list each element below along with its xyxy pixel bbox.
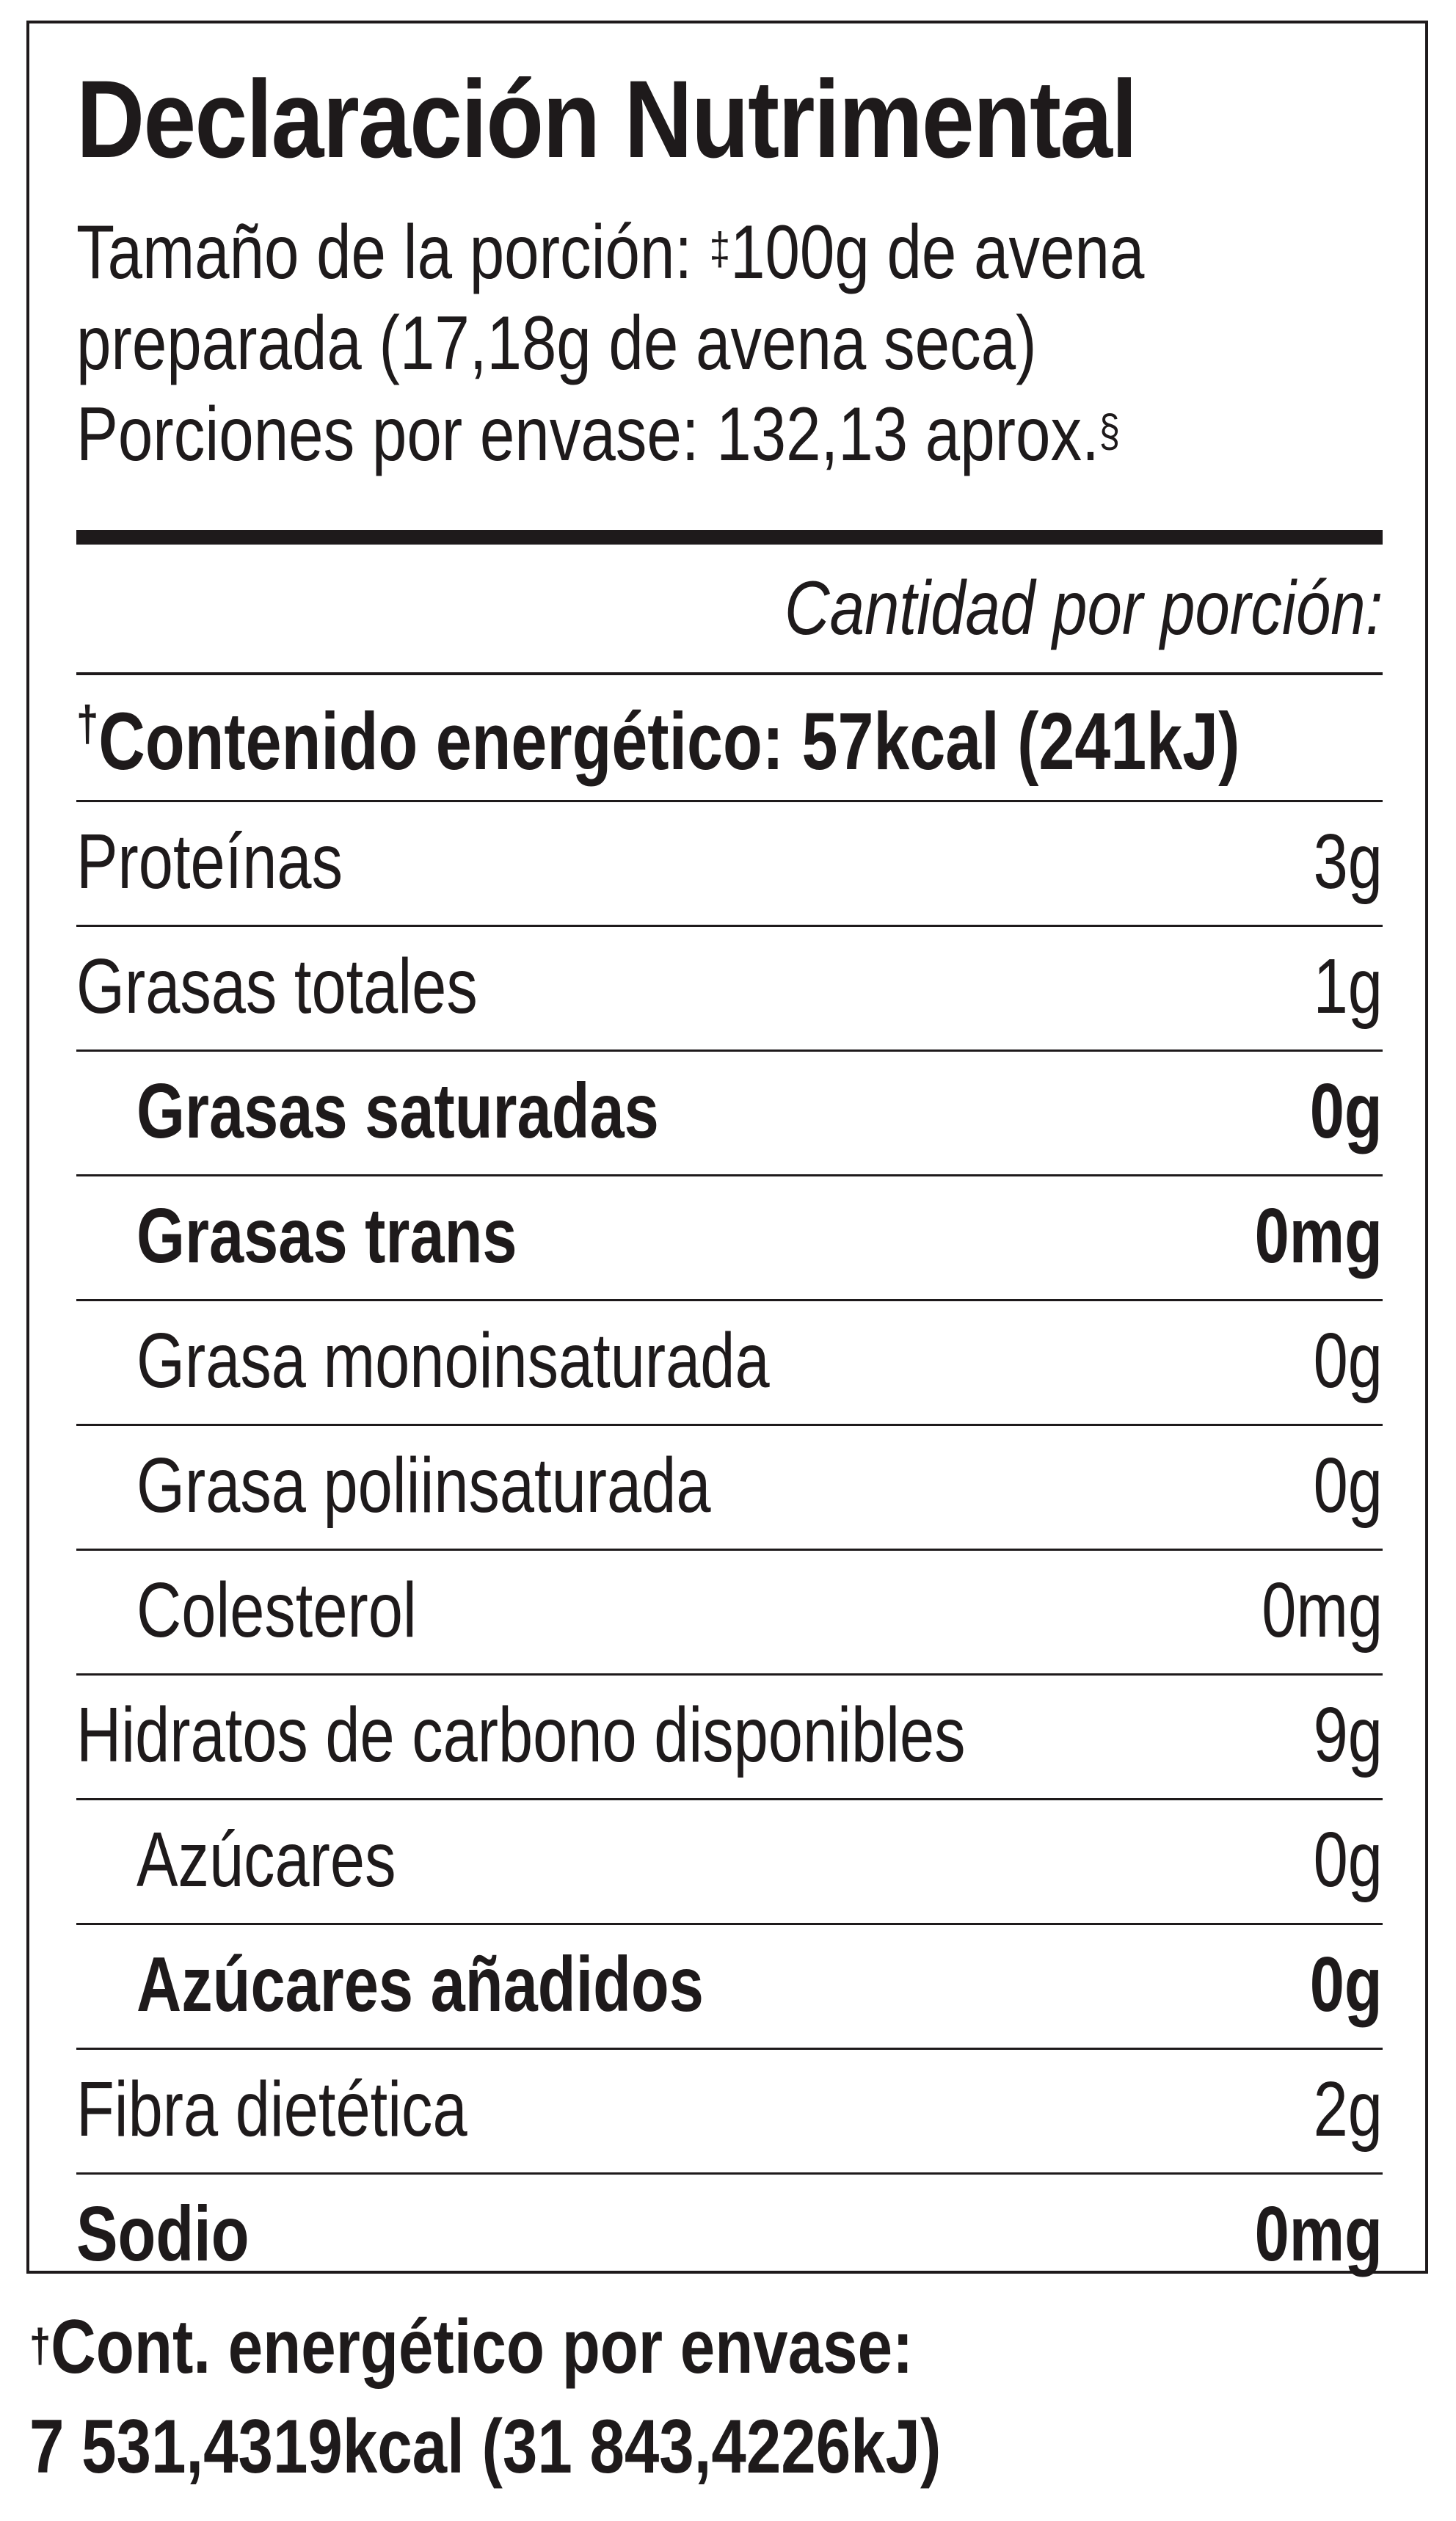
servings-per-container bbox=[76, 389, 1340, 480]
nutrition-label bbox=[26, 21, 1428, 2277]
nutrient-name: Hidratos de carbono disponibles bbox=[76, 1692, 966, 1778]
servings-per-container-text: Porciones por envase: 132,13 aprox. bbox=[76, 392, 1099, 477]
nutrient-row-grasas-totales bbox=[76, 925, 1383, 1049]
nutrient-amount: 0mg bbox=[1254, 2191, 1383, 2277]
label-title: Declaración Nutrimental bbox=[76, 57, 1137, 181]
nutrient-amount: 1g bbox=[1313, 943, 1383, 1030]
nutrient-name: Grasa poliinsaturada bbox=[136, 1442, 711, 1529]
nutrient-amount: 0mg bbox=[1254, 1193, 1383, 1279]
serving-size-line1 bbox=[76, 207, 1340, 298]
double-dagger-mark: ‡ bbox=[709, 224, 731, 274]
thick-divider bbox=[76, 530, 1383, 545]
nutrient-amount: 0mg bbox=[1262, 1567, 1383, 1654]
nutrient-name: Azúcares añadidos bbox=[136, 1941, 704, 2028]
nutrient-amount: 0g bbox=[1313, 1816, 1383, 1903]
footer-line1-text: Cont. energético por envase: bbox=[51, 2304, 914, 2390]
serving-size-line2: preparada (17,18g de avena seca) bbox=[76, 301, 1037, 386]
nutrient-name: Proteínas bbox=[76, 818, 343, 905]
nutrient-row-proteinas bbox=[76, 800, 1383, 925]
serving-size-prefix: Tamaño de la porción: bbox=[76, 210, 710, 295]
nutrient-row-sodio bbox=[76, 2172, 1383, 2297]
nutrient-amount: 0g bbox=[1313, 1317, 1383, 1404]
nutrient-amount: 0g bbox=[1310, 1941, 1383, 2028]
dagger-mark: † bbox=[29, 2319, 51, 2372]
nutrient-row-fibra bbox=[76, 2048, 1383, 2172]
nutrient-row-grasa-monoinsaturada bbox=[76, 1299, 1383, 1424]
dagger-mark: † bbox=[76, 696, 99, 752]
nutrient-row-grasa-poliinsaturada bbox=[76, 1424, 1383, 1549]
energy-content-row bbox=[76, 672, 1383, 800]
nutrient-amount: 0g bbox=[1310, 1068, 1383, 1154]
nutrient-amount: 3g bbox=[1313, 818, 1383, 905]
nutrient-row-colesterol bbox=[76, 1549, 1383, 1673]
footer-line2: 7 531,4319kcal (31 843,4226kJ) bbox=[29, 2404, 942, 2489]
footer-line1 bbox=[29, 2297, 941, 2397]
serving-info bbox=[76, 207, 1340, 480]
nutrient-row-azucares-anadidos bbox=[76, 1923, 1383, 2048]
nutrient-row-hidratos bbox=[76, 1673, 1383, 1798]
nutrient-row-grasas-trans bbox=[76, 1174, 1383, 1299]
nutrient-name: Sodio bbox=[76, 2191, 250, 2277]
nutrient-name: Grasas totales bbox=[76, 943, 478, 1030]
nutrient-rows bbox=[76, 800, 1383, 2297]
serving-size-value: 100g de avena bbox=[730, 210, 1145, 295]
nutrient-name: Fibra dietética bbox=[76, 2066, 467, 2153]
section-mark: § bbox=[1099, 406, 1121, 456]
energy-content bbox=[76, 696, 1240, 787]
nutrient-name: Grasa monoinsaturada bbox=[136, 1317, 770, 1404]
nutrient-row-grasas-saturadas bbox=[76, 1049, 1383, 1174]
amount-per-serving-heading: Cantidad por porción: bbox=[784, 566, 1383, 651]
nutrient-name: Azúcares bbox=[136, 1816, 396, 1903]
energy-content-text: Contenido energético: 57kcal (241kJ) bbox=[98, 696, 1240, 787]
nutrient-name: Grasas trans bbox=[136, 1193, 517, 1279]
nutrient-amount: 9g bbox=[1313, 1692, 1383, 1778]
nutrient-row-azucares bbox=[76, 1798, 1383, 1923]
nutrient-name: Grasas saturadas bbox=[136, 1068, 659, 1154]
nutrient-amount: 2g bbox=[1313, 2066, 1383, 2153]
nutrient-amount: 0g bbox=[1313, 1442, 1383, 1529]
nutrient-name: Colesterol bbox=[136, 1567, 417, 1654]
energy-per-container-note bbox=[29, 2297, 941, 2497]
